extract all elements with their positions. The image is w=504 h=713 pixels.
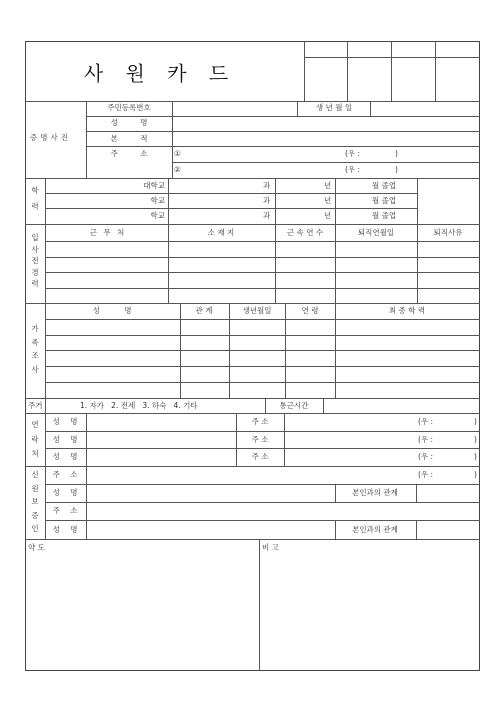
photo-label: 증명사진 [30, 133, 71, 142]
grid-line [416, 520, 417, 539]
contact-address-label: 주 소 [251, 452, 269, 461]
grid-line [45, 335, 480, 336]
career-header-workplace: 근 무 처 [89, 228, 125, 237]
guarantor-relation-label: 본인과의 관계 [352, 488, 398, 497]
grid-line [172, 162, 480, 163]
grid-line [335, 484, 336, 502]
contact-address-label: 주 소 [251, 435, 269, 444]
grid-line [168, 224, 169, 303]
career-label-char: 사 [31, 244, 39, 254]
contact-name-label: 성 명 [52, 452, 78, 461]
grid-line [265, 398, 266, 413]
grid-line [45, 224, 46, 303]
grid-line [45, 413, 46, 466]
education-dept: 과 [263, 196, 271, 205]
grid-line [25, 303, 480, 304]
contact-zip-close: ) [474, 452, 477, 461]
grid-line [45, 288, 480, 289]
family-label-char: 사 [31, 364, 39, 374]
grid-line [86, 146, 480, 147]
guarantor-label-char: 보 [31, 497, 39, 506]
family-header-relation: 관 계 [195, 306, 213, 315]
education-school: 대학교 [143, 181, 165, 190]
housing-label: 주거 [28, 401, 43, 410]
address-1-zip: (우 : [345, 149, 361, 158]
contact-zip-close: ) [474, 435, 477, 444]
guarantor-label-char: 신 [31, 470, 39, 479]
grid-line [45, 257, 480, 258]
grid-line [45, 178, 46, 224]
grid-line [86, 101, 87, 178]
grid-line [25, 224, 480, 225]
guarantor-relation-label: 본인과의 관계 [352, 525, 398, 534]
education-school: 학교 [150, 196, 165, 205]
grid-line [86, 131, 480, 132]
address-2-zip: (우 : [345, 165, 361, 174]
guarantor-label-char: 원 [31, 483, 39, 493]
grid-line [347, 41, 348, 101]
grid-line [275, 178, 276, 224]
education-year: 년 [324, 181, 332, 190]
guarantor-name-label: 성 명 [52, 488, 78, 497]
grid-line [45, 241, 480, 242]
grid-line [86, 413, 87, 466]
guarantor-zip-close: ) [474, 470, 477, 479]
grid-line [284, 413, 285, 466]
family-header-name: 성 명 [92, 306, 132, 315]
career-label-char: 경 [31, 267, 39, 277]
grid-line [25, 398, 480, 399]
grid-line [45, 398, 46, 413]
grid-line [45, 193, 417, 194]
family-label-char: 족 [31, 337, 39, 347]
grid-line [417, 178, 418, 224]
contact-label-char: 연 [31, 420, 39, 429]
grid-line [335, 224, 336, 303]
grid-line [172, 101, 173, 178]
family-header-age: 연 령 [301, 306, 319, 315]
grid-line [285, 303, 286, 398]
grid-line [323, 398, 324, 413]
grid-line [45, 208, 417, 209]
grid-line [417, 224, 418, 303]
career-label-char: 입 [31, 233, 39, 242]
contact-zip: (우 : [418, 435, 434, 444]
grid-line [229, 303, 230, 398]
grid-line [335, 303, 336, 398]
education-year: 년 [324, 196, 332, 205]
grid-line [168, 178, 169, 224]
career-label-char: 력 [31, 279, 39, 288]
education-grad: 월 졸업 [372, 181, 397, 190]
grid-line [416, 484, 417, 502]
guarantor-address-label: 주 소 [52, 506, 78, 515]
family-label-char: 가 [31, 324, 39, 333]
grid-line [335, 520, 336, 539]
grid-line [45, 484, 480, 485]
page-title: 사 원 카 드 [83, 61, 237, 86]
family-header-birth: 생년월일 [242, 306, 272, 315]
family-section-label [30, 325, 40, 373]
housing-options: 1. 자가 2. 전세 3. 하숙 4. 기타 [80, 401, 198, 410]
grid-line [45, 272, 480, 273]
education-dept: 과 [263, 181, 271, 190]
grid-line [335, 178, 336, 224]
guarantor-name-label: 성 명 [52, 525, 78, 534]
remarks-label: 비 고 [262, 543, 279, 552]
education-grad: 월 졸업 [372, 196, 397, 205]
grid-line [370, 101, 371, 116]
grid-line [45, 366, 480, 367]
address-1-marker: ① [174, 149, 181, 158]
contact-zip: (우 : [418, 417, 434, 426]
contact-section-label [30, 421, 40, 458]
career-section-label [30, 234, 40, 288]
family-label-char: 조 [31, 351, 39, 360]
employee-card-form [25, 41, 480, 671]
contact-address-label: 주 소 [251, 417, 269, 426]
grid-line [45, 502, 480, 503]
grid-line [45, 431, 480, 432]
education-label-char: 학 [31, 186, 39, 195]
guarantor-label-char: 증 [31, 510, 39, 520]
career-header-location: 소 재 지 [207, 228, 235, 237]
grid-line [304, 41, 305, 101]
address-2-zip-close: ) [395, 165, 398, 174]
address-1-zip-close: ) [395, 149, 398, 158]
education-grad: 월 졸업 [372, 211, 397, 220]
guarantor-label-char: 인 [31, 524, 39, 533]
career-header-retire-date: 퇴직연월일 [357, 228, 395, 237]
grid-line [259, 539, 260, 671]
grid-line [45, 520, 480, 521]
career-header-retire-reason: 퇴직사유 [433, 228, 463, 237]
resident-no-label: 주민등록번호 [107, 103, 151, 112]
grid-line [25, 178, 480, 179]
origin-label: 본 적 [110, 134, 148, 143]
grid-line [45, 350, 480, 351]
education-section-label [30, 187, 40, 210]
education-dept: 과 [263, 211, 271, 220]
education-label-char: 력 [31, 201, 39, 211]
grid-line [180, 303, 181, 398]
grid-line [435, 41, 436, 101]
summary-label: 약 도 [28, 543, 45, 552]
grid-line [45, 382, 480, 383]
grid-line [297, 101, 298, 116]
education-year: 년 [324, 211, 332, 220]
grid-line [25, 101, 480, 102]
family-header-education: 최 종 학 력 [388, 306, 426, 315]
contact-zip: (우 : [418, 452, 434, 461]
commute-time-label: 통근시간 [279, 401, 309, 410]
contact-name-label: 성 명 [52, 435, 78, 444]
grid-line [45, 303, 46, 398]
guarantor-address-label: 주 소 [52, 470, 78, 479]
guarantor-zip: (우 : [418, 470, 434, 479]
education-school: 학교 [150, 211, 165, 220]
contact-zip-close: ) [474, 417, 477, 426]
grid-line [45, 448, 480, 449]
career-label-char: 전 [31, 256, 39, 265]
grid-line [236, 413, 237, 466]
grid-line [25, 466, 480, 467]
address-2-marker: ② [174, 165, 181, 174]
grid-line [45, 319, 480, 320]
contact-label-char: 처 [31, 449, 39, 458]
grid-line [25, 413, 480, 414]
contact-label-char: 락 [31, 434, 39, 444]
address-label: 주 소 [110, 149, 148, 158]
name-label: 성 명 [110, 118, 148, 127]
birthdate-label: 생 년 월 일 [315, 103, 353, 112]
grid-line [86, 466, 87, 539]
grid-line [304, 57, 480, 58]
guarantor-section-label [30, 471, 40, 533]
career-header-tenure: 근 속 연 수 [286, 228, 324, 237]
grid-line [25, 539, 480, 540]
grid-line [275, 224, 276, 303]
grid-line [45, 466, 46, 539]
grid-line [391, 41, 392, 101]
contact-name-label: 성 명 [52, 417, 78, 426]
grid-line [86, 116, 480, 117]
